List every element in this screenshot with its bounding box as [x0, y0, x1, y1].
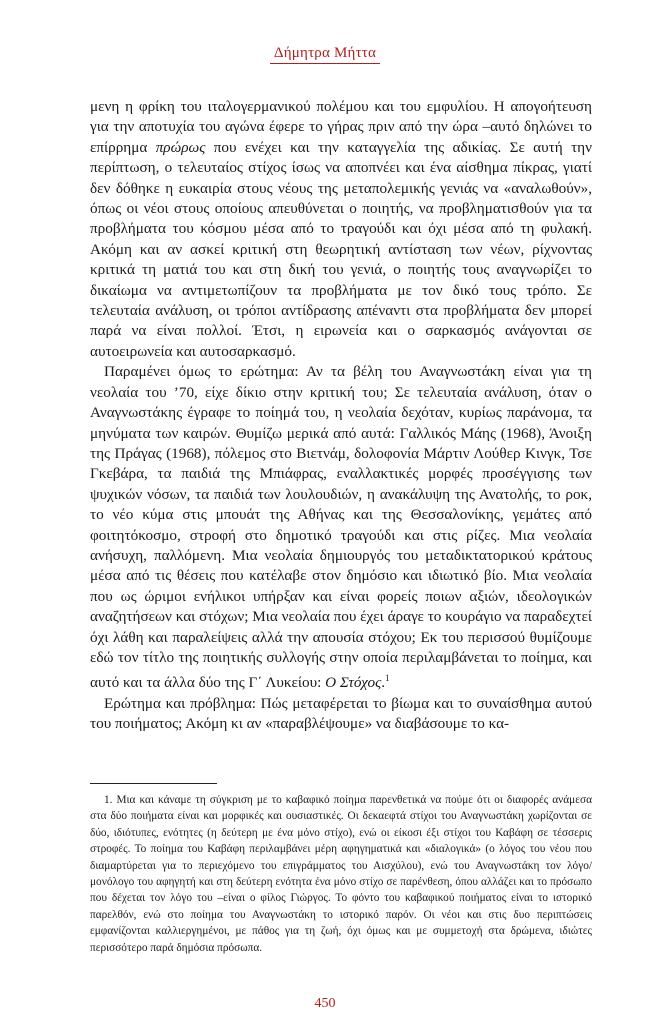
paragraph-2-text: Παραμένει όμως το ερώτημα: Αν τα βέλη του Αναγνωστάκη είναι για τη νεολαία του ’70, είχε δίκιο στην κριτική του; Σε τελευταία ανάλυση, όταν ο Αναγνωστάκης έγραφε το ποίημά του, η νεολαία δεχόταν, κυρίως παράνομα, τα μηνύματα των καιρών. Θυμίζω μερικά από αυτά: Γαλλικός Μάης (1968), Άνοιξη της Πράγας (1968), πόλεμος στο Βιετνάμ, δολοφονία Μάρτιν Λούθερ Κινγκ, Τσε Γκεβάρα, τα παιδιά της Μπιάφρας, εναλλακτικές μορφές προσέγγισης των ψυχικών νόσων, τα παιδιά των λουλουδιών, η ανακάλυψη της Ανατολής, το ροκ, το νέο κύμα στις μπουάτ της Αθήνας και της Θεσσαλονίκης, γεμάτες από φοιτητόκοσμο, στροφή στο δημοτικό τραγούδι και στις ρίζες. Μια νεολαία ανήσυχη, παλλόμενη. Μια νεολαία δημιουργός του μεταδικτατορικού κράτους μέσα από τις θέσεις που κατέλαβε στον δημόσιο και ιδιωτικό βίο. Μια νεολαία που ως ώριμοι ενήλικοι υπήρξαν και είναι φορείς ποιων αξιών, ιδεολογικών αναζητήσεων και στόχων; Μια νεολαία που έχει άραγε το κουράγιο να παραδεχτεί όχι λάθη και παραλείψεις αλλά την απουσία στόχου; Εκ του περισσού θυμίζουμε εδώ τον τίτλο της ποιητικής συλλογής στην οποία περιλαμβάνεται το ποίημα, και αυτό και τα άλλα δύο της Γ΄ Λυκείου:	[90, 363, 592, 692]
footnote	[90, 792, 592, 956]
footnote-reference[interactable]: 1	[385, 673, 390, 684]
footnote-divider	[90, 783, 217, 784]
paragraph-1	[90, 97, 592, 362]
main-text	[90, 97, 592, 735]
paragraph-1-rest: που ενέχει και την καταγγελία της αδικίας. Σε αυτή την περίπτωση, ο τελευταίος στίχος ίσως να αποπνέει και ένα αίσθημα πίκρας, γιατί δεν δόθηκε η ευκαιρία στους νέους της μεταπολεμικής γενιάς να «αναλωθούν», όπως οι νέοι στους οποίους απευθύνεται ο ποιητής, να προβληματισθούν για τα προβλήματα του κόσμου μέσα από το τραγούδι και όχι μέσα από τη φυλακή. Ακόμη και αν ασκεί κριτική στη θεωρητική αντίσταση των νέων, ρίχνοντας κριτικά τη ματιά του και στη δική του γενιά, ο ποιητής τους αναγνωρίζει το δικαίωμα να αντιμετωπίζουν τα προβλήματα με τον δικό τους τρόπο. Σε τελευταία ανάλυση, οι τρόποι αντίδρασης απέναντι στα προβλήματα δεν μπορεί παρά να είναι πολλοί. Έτσι, η ειρωνεία και ο σαρκασμός ανάγονται σε αυτοειρωνεία και αυτοσαρκασμό.	[90, 138, 592, 360]
running-title: Δήμητρα Μήττα	[270, 45, 380, 64]
emphasis-o-stochos: Ο Στόχος	[325, 674, 382, 692]
paragraph-3: Ερώτημα και πρόβλημα: Πώς μεταφέρεται το βίωμα και το συναίσθημα αυτού του ποιήματος; Ακόμη κι αν «παραβλέψουμε» να διαβάσουμε το κα-	[90, 694, 592, 733]
paragraph-2-end: .	[381, 674, 386, 692]
running-header	[0, 44, 650, 64]
paragraph-1-text: μενη η φρίκη του ιταλογερμανικού πολέμου και του εμφυλίου. Η απογοήτευση για την αποτυχία του αγώνα έφερε το γήρας πριν από την ώρα –αυτό δηλώνει το επίρρημα	[90, 98, 592, 156]
footnote-1-text: 1. Μια και κάναμε τη σύγκριση με το καβαφικό ποίημα παρενθετικά να πούμε ότι οι διαφορές ανάμεσα στα δύο ποιήματα είναι και μορφικές και ουσιαστικές. Οι δεκαεφτά στίχοι του Αναγνωστάκη χωρίζονται σε δύο, ιδιότυπες, ενότητες (η δεύτερη με ένα μόνο στίχο), ενώ οι είκοσι έξι στίχοι του Καβάφη σε τέσσερις στροφές. Το ποίημα του Καβάφη περιλαμβάνει μέρη αφηγηματικά και «διαλογικά» (ο λόγος του νέου που διαμαρτύρεται για το περιεχόμενο του επιγράμματος του Αισχύλου), ενώ του Αναγνωστάκη τον λόγο/μονόλογο του αφηγητή και στη δεύτερη ενότητα ένα μόνο στίχο σε παρένθεση, όπου αλλάζει και το πρόσωπο που δέχεται τον λόγο του –είναι ο φίλος Γιώργος. Το φόντο του καβαφικού ποιήματος είναι το ιστορικό παρελθόν, ενώ στο ποίημα του Αναγνωστάκη το ιστορικό παρόν. Οι νέοι και στις δυο περιπτώσεις εμφανίζονται καλλιεργημένοι, με πάθος για τη ζωή, όχι όμως και με συμμετοχή στα δρώμενα, ιδιώτες περισσότερο παρά δημόσια πρόσωπα.	[90, 794, 592, 954]
emphasis-proros: πρώρως	[155, 138, 206, 156]
paragraph-2	[90, 362, 592, 694]
page-number: 450	[314, 996, 336, 1011]
